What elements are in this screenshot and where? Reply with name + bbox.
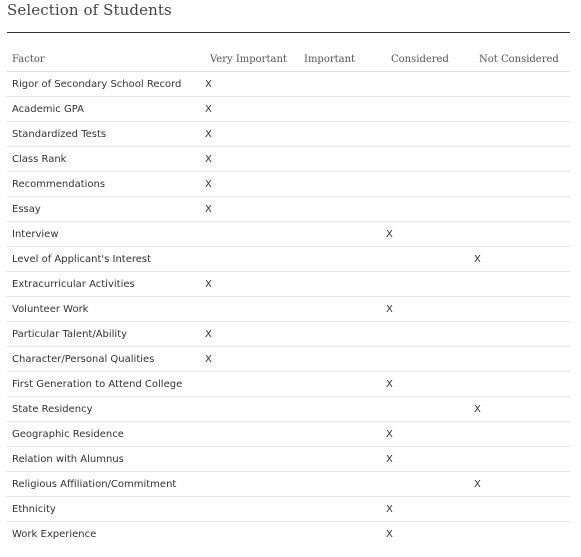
rating-mark: X xyxy=(386,303,393,315)
rating-cell-very-important xyxy=(205,172,299,197)
rating-cell-considered xyxy=(386,522,474,547)
rating-cell-considered xyxy=(386,472,474,497)
table-row xyxy=(7,222,570,247)
rating-cell-very-important xyxy=(205,222,299,247)
rating-cell-very-important xyxy=(205,347,299,372)
rating-cell-considered xyxy=(386,222,474,247)
rating-mark: X xyxy=(205,353,212,365)
rating-cell-very-important xyxy=(205,122,299,147)
rating-cell-important xyxy=(299,197,386,222)
rating-cell-considered xyxy=(386,147,474,172)
table-row xyxy=(7,522,570,547)
rating-cell-not-considered xyxy=(474,222,570,247)
rating-cell-important xyxy=(299,72,386,97)
rating-cell-important xyxy=(299,322,386,347)
rating-cell-very-important xyxy=(205,247,299,272)
rating-cell-not-considered xyxy=(474,97,570,122)
rating-cell-considered xyxy=(386,97,474,122)
rating-cell-important xyxy=(299,472,386,497)
rating-cell-important xyxy=(299,497,386,522)
factor-cell: Geographic Residence xyxy=(7,422,205,447)
rating-cell-not-considered xyxy=(474,322,570,347)
rating-cell-important xyxy=(299,522,386,547)
column-header-considered: Considered xyxy=(386,47,474,72)
table-row xyxy=(7,497,570,522)
rating-cell-not-considered xyxy=(474,497,570,522)
table-row xyxy=(7,247,570,272)
table-row xyxy=(7,447,570,472)
rating-cell-important xyxy=(299,422,386,447)
table-row xyxy=(7,122,570,147)
rating-cell-important xyxy=(299,97,386,122)
rating-mark: X xyxy=(386,228,393,240)
factor-cell: Religious Affiliation/Commitment xyxy=(7,472,205,497)
rating-cell-not-considered xyxy=(474,122,570,147)
rating-cell-very-important xyxy=(205,447,299,472)
rating-cell-important xyxy=(299,447,386,472)
rating-cell-not-considered xyxy=(474,247,570,272)
rating-cell-considered xyxy=(386,322,474,347)
section-title: Selection of Students xyxy=(7,1,172,19)
factor-cell: Academic GPA xyxy=(7,97,205,122)
rating-mark: X xyxy=(205,278,212,290)
table-row xyxy=(7,372,570,397)
rating-mark: X xyxy=(474,478,481,490)
table-row xyxy=(7,347,570,372)
column-header-not-considered: Not Considered xyxy=(474,47,570,72)
rating-cell-considered xyxy=(386,372,474,397)
rating-mark: X xyxy=(386,453,393,465)
rating-cell-not-considered xyxy=(474,422,570,447)
rating-cell-considered xyxy=(386,197,474,222)
table-row xyxy=(7,297,570,322)
table-row xyxy=(7,72,570,97)
rating-cell-not-considered xyxy=(474,522,570,547)
rating-mark: X xyxy=(386,378,393,390)
rating-cell-very-important xyxy=(205,147,299,172)
column-header-factor: Factor xyxy=(7,47,205,72)
factor-cell: State Residency xyxy=(7,397,205,422)
table-header-row xyxy=(7,47,570,72)
table-row xyxy=(7,197,570,222)
table-row xyxy=(7,472,570,497)
rating-mark: X xyxy=(205,153,212,165)
rating-cell-not-considered xyxy=(474,72,570,97)
rating-cell-important xyxy=(299,347,386,372)
factor-cell: Volunteer Work xyxy=(7,297,205,322)
rating-mark: X xyxy=(386,428,393,440)
rating-cell-important xyxy=(299,272,386,297)
rating-mark: X xyxy=(386,528,393,540)
rating-cell-very-important xyxy=(205,522,299,547)
rating-cell-important xyxy=(299,172,386,197)
rating-cell-considered xyxy=(386,422,474,447)
rating-cell-very-important xyxy=(205,72,299,97)
factor-cell: Standardized Tests xyxy=(7,122,205,147)
rating-cell-important xyxy=(299,297,386,322)
rating-cell-considered xyxy=(386,497,474,522)
factor-cell: Essay xyxy=(7,197,205,222)
rating-cell-not-considered xyxy=(474,347,570,372)
factor-cell: First Generation to Attend College xyxy=(7,372,205,397)
rating-cell-very-important xyxy=(205,472,299,497)
factor-cell: Class Rank xyxy=(7,147,205,172)
column-header-very-important: Very Important xyxy=(205,47,299,72)
factor-cell: Recommendations xyxy=(7,172,205,197)
rating-cell-not-considered xyxy=(474,147,570,172)
table-row xyxy=(7,97,570,122)
rating-cell-considered xyxy=(386,247,474,272)
rating-cell-considered xyxy=(386,297,474,322)
rating-mark: X xyxy=(205,78,212,90)
rating-cell-considered xyxy=(386,397,474,422)
rating-mark: X xyxy=(205,203,212,215)
rating-cell-not-considered xyxy=(474,272,570,297)
table-row xyxy=(7,272,570,297)
rating-cell-considered xyxy=(386,72,474,97)
rating-cell-not-considered xyxy=(474,372,570,397)
rating-mark: X xyxy=(205,103,212,115)
rating-cell-very-important xyxy=(205,272,299,297)
rating-cell-important xyxy=(299,122,386,147)
rating-cell-not-considered xyxy=(474,297,570,322)
rating-cell-considered xyxy=(386,272,474,297)
rating-mark: X xyxy=(205,178,212,190)
rating-cell-very-important xyxy=(205,397,299,422)
rating-cell-very-important xyxy=(205,422,299,447)
factor-cell: Relation with Alumnus xyxy=(7,447,205,472)
table-row xyxy=(7,147,570,172)
rating-cell-considered xyxy=(386,122,474,147)
rating-cell-not-considered xyxy=(474,447,570,472)
rating-cell-not-considered xyxy=(474,397,570,422)
factor-cell: Ethnicity xyxy=(7,497,205,522)
rating-mark: X xyxy=(474,403,481,415)
factor-cell: Extracurricular Activities xyxy=(7,272,205,297)
rating-cell-considered xyxy=(386,447,474,472)
rating-cell-important xyxy=(299,247,386,272)
rating-cell-not-considered xyxy=(474,472,570,497)
rating-cell-important xyxy=(299,147,386,172)
rating-mark: X xyxy=(386,503,393,515)
rating-cell-important xyxy=(299,397,386,422)
table-row xyxy=(7,172,570,197)
selection-factors-table xyxy=(7,47,570,546)
rating-cell-very-important xyxy=(205,372,299,397)
factor-cell: Level of Applicant's Interest xyxy=(7,247,205,272)
rating-cell-not-considered xyxy=(474,197,570,222)
factor-cell: Interview xyxy=(7,222,205,247)
rating-cell-very-important xyxy=(205,322,299,347)
rating-cell-important xyxy=(299,222,386,247)
rating-cell-very-important xyxy=(205,97,299,122)
rating-cell-very-important xyxy=(205,197,299,222)
column-header-important: Important xyxy=(299,47,386,72)
factor-cell: Rigor of Secondary School Record xyxy=(7,72,205,97)
rating-cell-very-important xyxy=(205,497,299,522)
table-row xyxy=(7,322,570,347)
table-row xyxy=(7,397,570,422)
factor-cell: Work Experience xyxy=(12,528,97,540)
factor-cell: Particular Talent/Ability xyxy=(7,322,205,347)
table-row xyxy=(7,422,570,447)
rating-cell-very-important xyxy=(205,297,299,322)
rating-mark: X xyxy=(205,128,212,140)
rating-cell-not-considered xyxy=(474,172,570,197)
table-body xyxy=(7,72,570,547)
factor-cell: Character/Personal Qualities xyxy=(7,347,205,372)
rating-cell-important xyxy=(299,372,386,397)
rating-cell-considered xyxy=(386,347,474,372)
rating-cell-considered xyxy=(386,172,474,197)
rating-mark: X xyxy=(474,253,481,265)
rating-mark: X xyxy=(205,328,212,340)
title-divider xyxy=(7,32,570,33)
